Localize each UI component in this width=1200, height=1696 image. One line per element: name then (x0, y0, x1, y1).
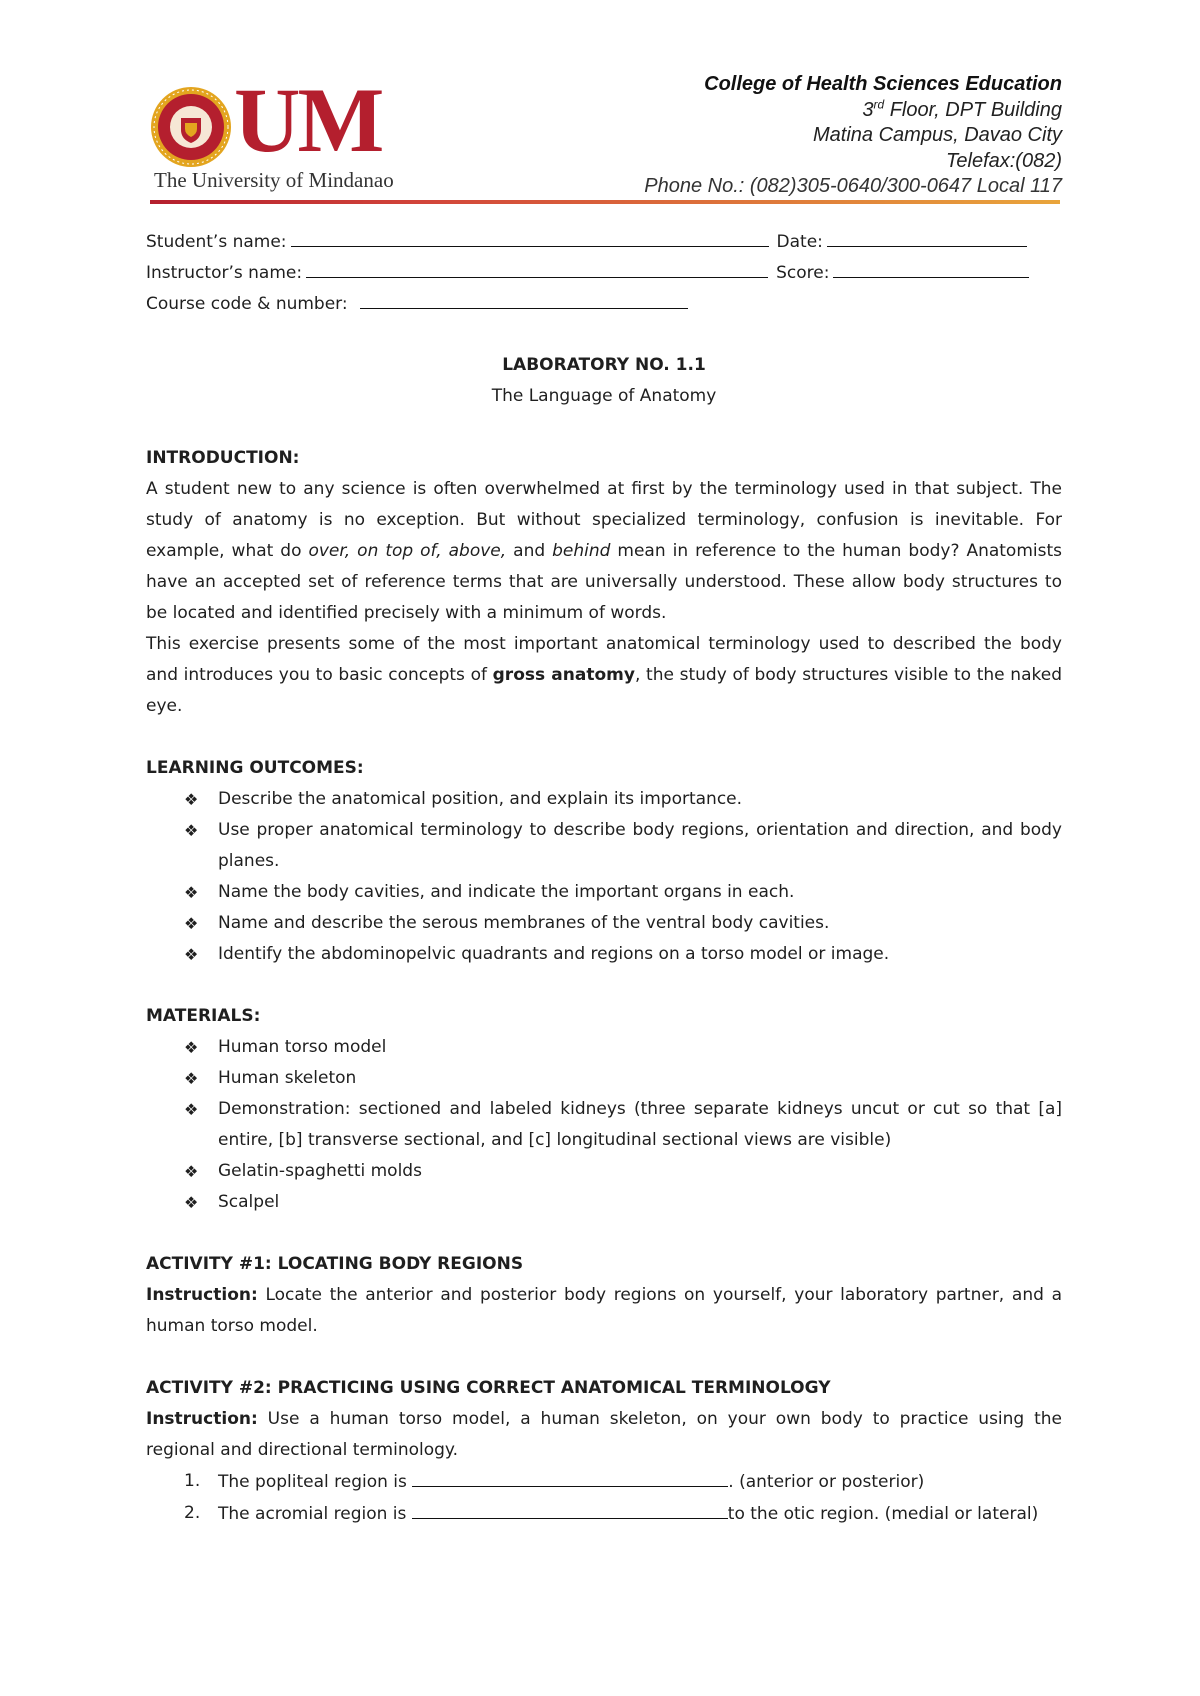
answer-blank[interactable] (412, 1498, 728, 1519)
telefax: Telefax:(082) (946, 149, 1062, 172)
building-floor: 3rd Floor, DPT Building (862, 96, 1062, 121)
list-item: ❖ Demonstration: sectioned and labeled kidneys (three separate kidneys uncut or cut so that [a] entire, [b] transverse sectional, and [c] longitudinal sectional views are visible) (146, 1094, 1062, 1156)
lab-number-heading: LABORATORY NO. 1.1 (502, 355, 706, 375)
diamond-bullet-icon: ❖ (184, 945, 199, 964)
list-item: ❖ Human torso model (146, 1032, 1062, 1063)
question-item: 1. The popliteal region is . (anterior or posterior) (146, 1466, 1062, 1498)
introduction-paragraph-2: This exercise presents some of the most important anatomical terminology used to described the body and introduces you to basic concepts of gross anatomy, the study of body structures visible to the naked eye. (146, 634, 1062, 716)
university-name: The University of Mindanao (154, 168, 394, 192)
instructor-name-field[interactable] (306, 257, 768, 278)
phone-number: Phone No.: (082)305-0640/300-0647 Local 117 (644, 175, 1062, 197)
diamond-bullet-icon: ❖ (184, 821, 199, 840)
student-name-label: Student’s name: (146, 232, 287, 252)
question-number: 1. (184, 1471, 201, 1491)
list-item: ❖ Identify the abdominopelvic quadrants and regions on a torso model or image. (146, 939, 1062, 970)
instructor-name-row (146, 257, 1062, 288)
college-name: College of Health Sciences Education (704, 73, 1062, 95)
list-item: ❖ Describe the anatomical position, and explain its importance. (146, 784, 1062, 815)
course-code-row (146, 288, 1062, 319)
activity-1-heading: ACTIVITY #1: LOCATING BODY REGIONS (146, 1254, 524, 1274)
lab-title: The Language of Anatomy (491, 386, 717, 406)
college-address-block (644, 72, 1062, 200)
learning-outcomes-list (146, 784, 1062, 970)
learning-outcomes-heading: LEARNING OUTCOMES: (146, 758, 364, 778)
university-logo (150, 69, 420, 202)
materials-list (146, 1032, 1062, 1218)
answer-blank[interactable] (412, 1466, 728, 1487)
question-number: 2. (184, 1503, 201, 1523)
question-item: 2. The acromial region is to the otic region. (medial or lateral) (146, 1498, 1062, 1530)
diamond-bullet-icon: ❖ (184, 1162, 199, 1181)
diamond-bullet-icon: ❖ (184, 1100, 199, 1119)
diamond-bullet-icon: ❖ (184, 1038, 199, 1057)
diamond-bullet-icon: ❖ (184, 883, 199, 902)
introduction-paragraph-1: A student new to any science is often overwhelmed at first by the terminology used in that subject. The study of anatomy is no exception. But without specialized terminology, confusion is inevitable. For example, what do over, on top of, above, and behind mean in reference to the human body? Anatomists have an accepted set of reference terms that are universally understood. These allow body structures to be located and identified precisely with a minimum of words. (146, 479, 1062, 623)
list-item: ❖ Use proper anatomical terminology to describe body regions, orientation and direction, and body planes. (146, 815, 1062, 877)
diamond-bullet-icon: ❖ (184, 914, 199, 933)
list-item: ❖ Gelatin-spaghetti molds (146, 1156, 1062, 1187)
campus-address: Matina Campus, Davao City (813, 124, 1062, 146)
course-code-label: Course code & number: (146, 294, 348, 314)
diamond-bullet-icon: ❖ (184, 1193, 199, 1212)
student-name-row (146, 226, 1062, 257)
materials-heading: MATERIALS: (146, 1006, 261, 1026)
list-item: ❖ Human skeleton (146, 1063, 1062, 1094)
list-item: ❖ Name the body cavities, and indicate the important organs in each. (146, 877, 1062, 908)
score-field[interactable] (833, 257, 1029, 278)
date-label: Date: (776, 232, 823, 252)
diamond-bullet-icon: ❖ (184, 790, 199, 809)
instructor-name-label: Instructor’s name: (146, 263, 303, 283)
university-seal-icon (150, 86, 232, 168)
list-item: ❖ Scalpel (146, 1187, 1062, 1218)
diamond-bullet-icon: ❖ (184, 1069, 199, 1088)
student-name-field[interactable] (291, 226, 769, 247)
list-item: ❖ Name and describe the serous membranes of the ventral body cavities. (146, 908, 1062, 939)
activity-2-instruction: Instruction: Use a human torso model, a human skeleton, on your own body to practice using the regional and directional terminology. (146, 1409, 1062, 1460)
document-body (146, 226, 1062, 1530)
activity-1-instruction: Instruction: Locate the anterior and posterior body regions on yourself, your laboratory partner, and a human torso model. (146, 1285, 1062, 1336)
score-label: Score: (776, 263, 830, 283)
activity-2-questions (146, 1466, 1062, 1530)
course-code-field[interactable] (360, 288, 688, 309)
introduction-heading: INTRODUCTION: (146, 448, 300, 468)
header-divider (150, 200, 1060, 204)
logo-wordmark: UM (234, 69, 382, 171)
date-field[interactable] (827, 226, 1027, 247)
activity-2-heading: ACTIVITY #2: PRACTICING USING CORRECT ANATOMICAL TERMINOLOGY (146, 1378, 831, 1398)
